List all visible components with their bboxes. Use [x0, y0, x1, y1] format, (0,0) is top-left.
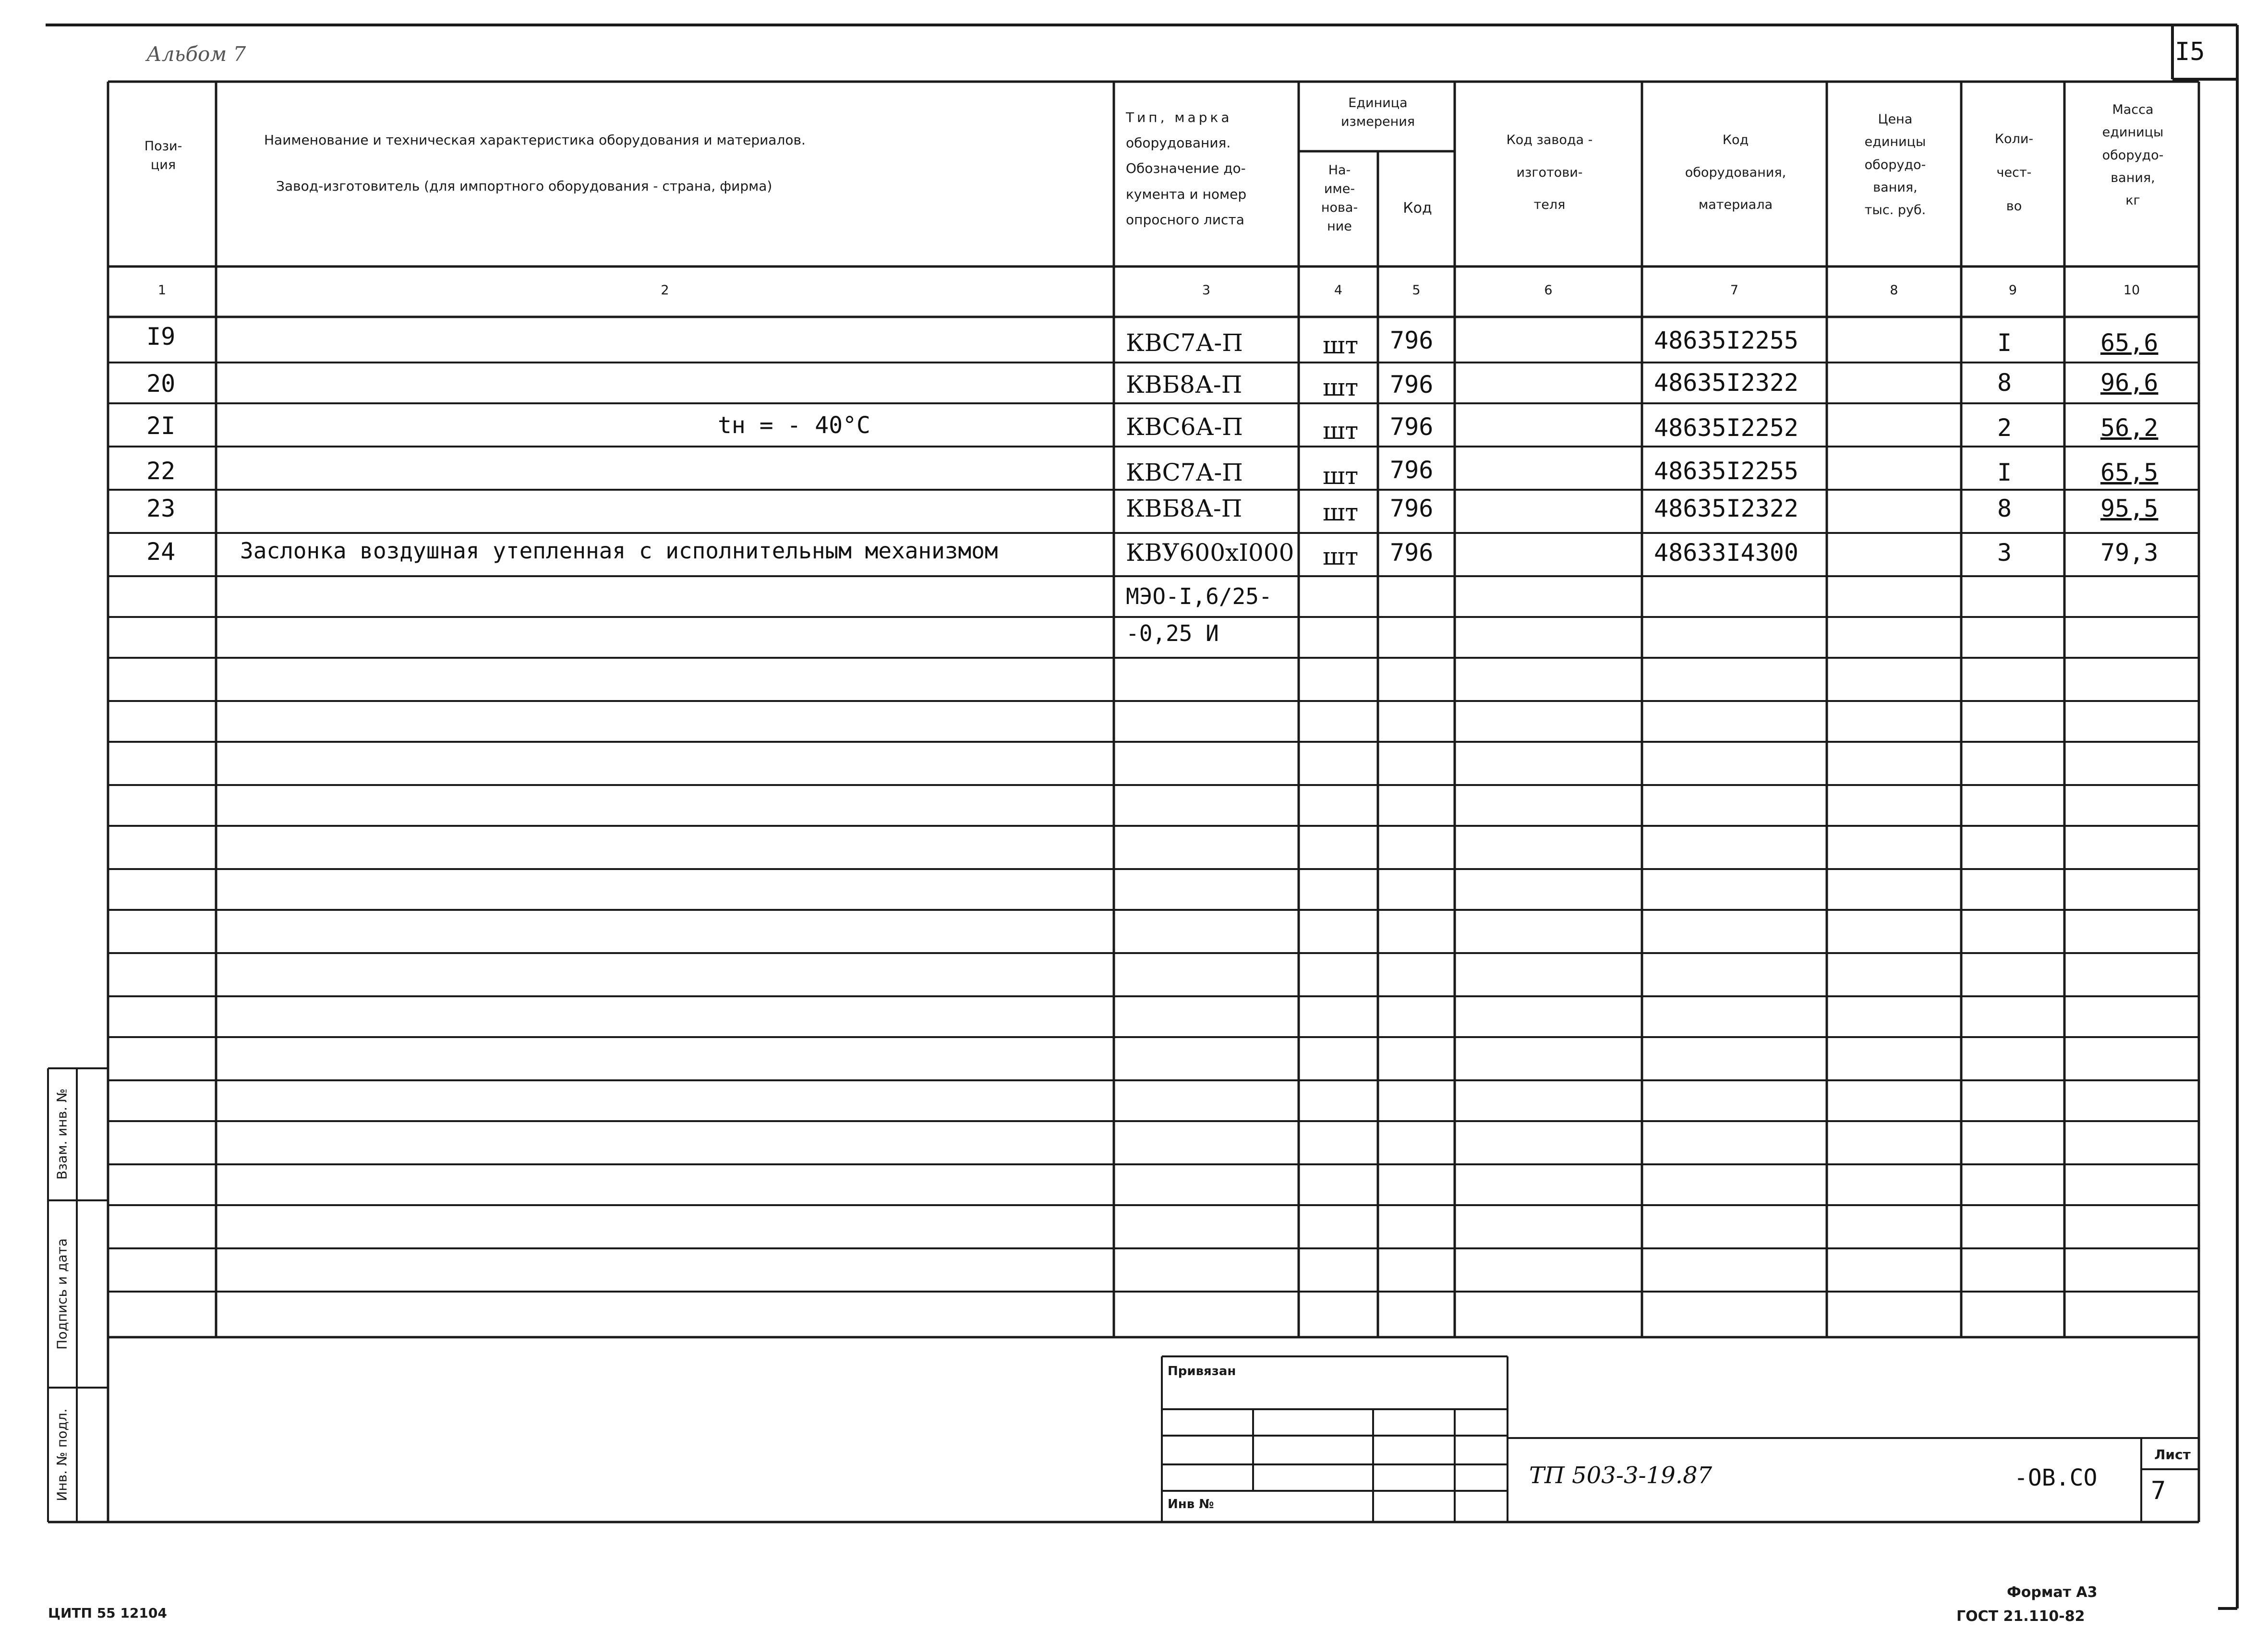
header-price: [1829, 108, 1961, 221]
header-unit-name: [1301, 161, 1378, 236]
document-suffix: -ОВ.СО: [2014, 1464, 2098, 1491]
table-row-mass: 79,3: [2100, 539, 2159, 567]
header-type-line: оборудования.: [1126, 135, 1231, 151]
header-mass-line: кг: [2125, 193, 2140, 208]
table-row-type: КВС6А-П: [1126, 413, 1243, 441]
header-unit-name-line: име-: [1324, 181, 1355, 197]
header-type-line: Обозначение до-: [1126, 160, 1246, 177]
col-number: 1: [157, 283, 167, 298]
header-equip-line: оборудования,: [1685, 165, 1786, 180]
document-code: ТП 503-3-19.87: [1529, 1462, 1713, 1489]
header-type-line: опросного листа: [1126, 211, 1244, 228]
side-stamp-replace-inv: Взам. инв. №: [54, 1088, 70, 1180]
header-name-line2: Завод-изготовитель (для импортного оборудования - страна, фирма): [276, 178, 772, 194]
table-row-equip-code: 48635I2255: [1654, 457, 1799, 485]
header-equip-line: Код: [1722, 133, 1749, 147]
col-number: 7: [1730, 283, 1739, 298]
header-mass-line: оборудо-: [2102, 147, 2164, 163]
table-row-quantity: I: [1997, 329, 2012, 357]
header-position-line: ция: [150, 157, 176, 173]
table-row-equip-code: 48635I2252: [1654, 414, 1799, 442]
header-quantity-line: Коли-: [1994, 132, 2034, 146]
header-quantity-line: чест-: [1996, 165, 2032, 181]
table-row-unit: шт: [1323, 543, 1359, 570]
header-equip-line: материала: [1698, 197, 1773, 212]
title-block-inv-no: Инв №: [1168, 1497, 1214, 1511]
table-row-name: Заслонка воздушная утепленная с исполнительным механизмом: [240, 538, 998, 564]
table-row-code: 796: [1390, 371, 1434, 399]
header-price-line: Цена: [1878, 112, 1913, 127]
header-quantity-line: во: [2006, 199, 2022, 214]
table-row-unit: шт: [1323, 462, 1359, 490]
sheet-value: 7: [2151, 1476, 2166, 1505]
header-unit-code: Код: [1403, 200, 1432, 217]
sheet-label: Лист: [2154, 1447, 2191, 1463]
header-price-line: единицы: [1864, 134, 1926, 150]
header-name-line1: Наименование и техническая характеристика оборудования и материалов.: [264, 132, 806, 148]
title-block-attached: Привязан: [1168, 1364, 1236, 1378]
col-number: 8: [1890, 283, 1898, 298]
format-label: Формат А3: [2007, 1584, 2098, 1601]
table-row-type: -0,25 И: [1126, 620, 1219, 646]
table-row-equip-code: 48633I4300: [1654, 539, 1799, 567]
table-row-quantity: 8: [1997, 495, 2012, 522]
header-price-line: тыс. руб.: [1864, 203, 1926, 218]
header-unit: [1301, 94, 1455, 131]
table-row-code: 796: [1390, 456, 1434, 484]
table-row-mass: 65,5: [2100, 459, 2159, 486]
header-unit-name-line: ние: [1327, 219, 1352, 234]
col-number: 9: [2008, 283, 2017, 298]
table-row-unit: шт: [1323, 331, 1359, 359]
table-row-mass: 96,6: [2100, 369, 2159, 397]
table-row-code: 796: [1390, 326, 1434, 354]
header-unit-line: измерения: [1340, 114, 1415, 130]
table-row-quantity: I: [1997, 459, 2012, 486]
side-stamp-inv-original: Инв. № подл.: [54, 1408, 70, 1501]
side-stamp-signature-date: Подпись и дата: [54, 1238, 70, 1350]
header-mass-line: Масса: [2112, 102, 2154, 117]
table-row-type: КВБ8А-П: [1126, 495, 1243, 522]
table-row-name: tн = - 40°С: [718, 412, 870, 439]
table-row-quantity: 8: [1997, 369, 2012, 397]
table-row-position: 23: [146, 495, 176, 522]
table-row-quantity: 3: [1997, 539, 2012, 567]
header-unit-name-line: На-: [1328, 163, 1351, 178]
table-row-equip-code: 48635I2255: [1654, 326, 1799, 354]
table-row-mass: 65,6: [2100, 329, 2159, 357]
table-row-position: I9: [146, 323, 176, 351]
table-row-equip-code: 48635I2322: [1654, 495, 1799, 522]
table-row-type: МЭО-I,6/25-: [1126, 583, 1272, 609]
header-price-line: вания,: [1873, 180, 1918, 195]
table-row-unit: шт: [1323, 374, 1359, 401]
header-mass-line: единицы: [2102, 125, 2164, 140]
header-equip-code: [1644, 124, 1827, 221]
table-row-type: КВУ600хI000: [1126, 539, 1294, 567]
header-unit-line: Единица: [1348, 96, 1408, 110]
gost-label: ГОСТ 21.110-82: [1956, 1608, 2085, 1625]
header-position-line: Пози-: [144, 139, 182, 154]
table-row-position: 24: [146, 538, 176, 566]
table-row-type: КВС7А-П: [1126, 459, 1243, 486]
header-mass: [2067, 98, 2199, 212]
header-maker-line: теля: [1533, 197, 1566, 212]
header-unit-name-line: нова-: [1321, 200, 1358, 216]
col-number: 6: [1544, 283, 1553, 298]
header-maker-line: изготови-: [1516, 165, 1583, 180]
album-label: Альбом 7: [146, 42, 246, 66]
table-row-type: КВБ8А-П: [1126, 371, 1243, 399]
header-type-line: Тип, марка: [1126, 109, 1232, 125]
header-quantity: [1964, 122, 2064, 224]
col-number: 10: [2123, 283, 2140, 298]
header-maker-line: Код завода -: [1506, 133, 1593, 147]
table-row-position: 20: [146, 370, 176, 398]
table-row-quantity: 2: [1997, 414, 2012, 442]
header-mass-line: вания,: [2111, 170, 2155, 185]
header-maker-code: [1457, 124, 1642, 221]
header-type-line: кумента и номер: [1126, 186, 1247, 202]
table-row-unit: шт: [1323, 417, 1359, 445]
table-row-unit: шт: [1323, 498, 1359, 526]
col-number: 4: [1334, 283, 1343, 298]
header-type: [1116, 105, 1296, 232]
table-row-mass: 56,2: [2100, 414, 2159, 442]
table-row-mass: 95,5: [2100, 495, 2159, 522]
table-row-type: КВС7А-П: [1126, 329, 1243, 357]
page-number: I5: [2175, 37, 2205, 66]
table-row-position: 2I: [146, 412, 176, 440]
table-row-code: 796: [1390, 413, 1434, 441]
table-row-code: 796: [1390, 539, 1434, 567]
table-row-position: 22: [146, 457, 176, 485]
header-price-line: оборудо-: [1864, 157, 1926, 172]
col-number: 5: [1412, 283, 1421, 298]
col-number: 2: [661, 283, 669, 298]
col-number: 3: [1202, 283, 1211, 298]
table-row-equip-code: 48635I2322: [1654, 369, 1799, 397]
table-row-code: 796: [1390, 495, 1434, 522]
header-position: [110, 137, 216, 174]
print-stamp: ЦИТП 55 12104: [48, 1605, 167, 1621]
